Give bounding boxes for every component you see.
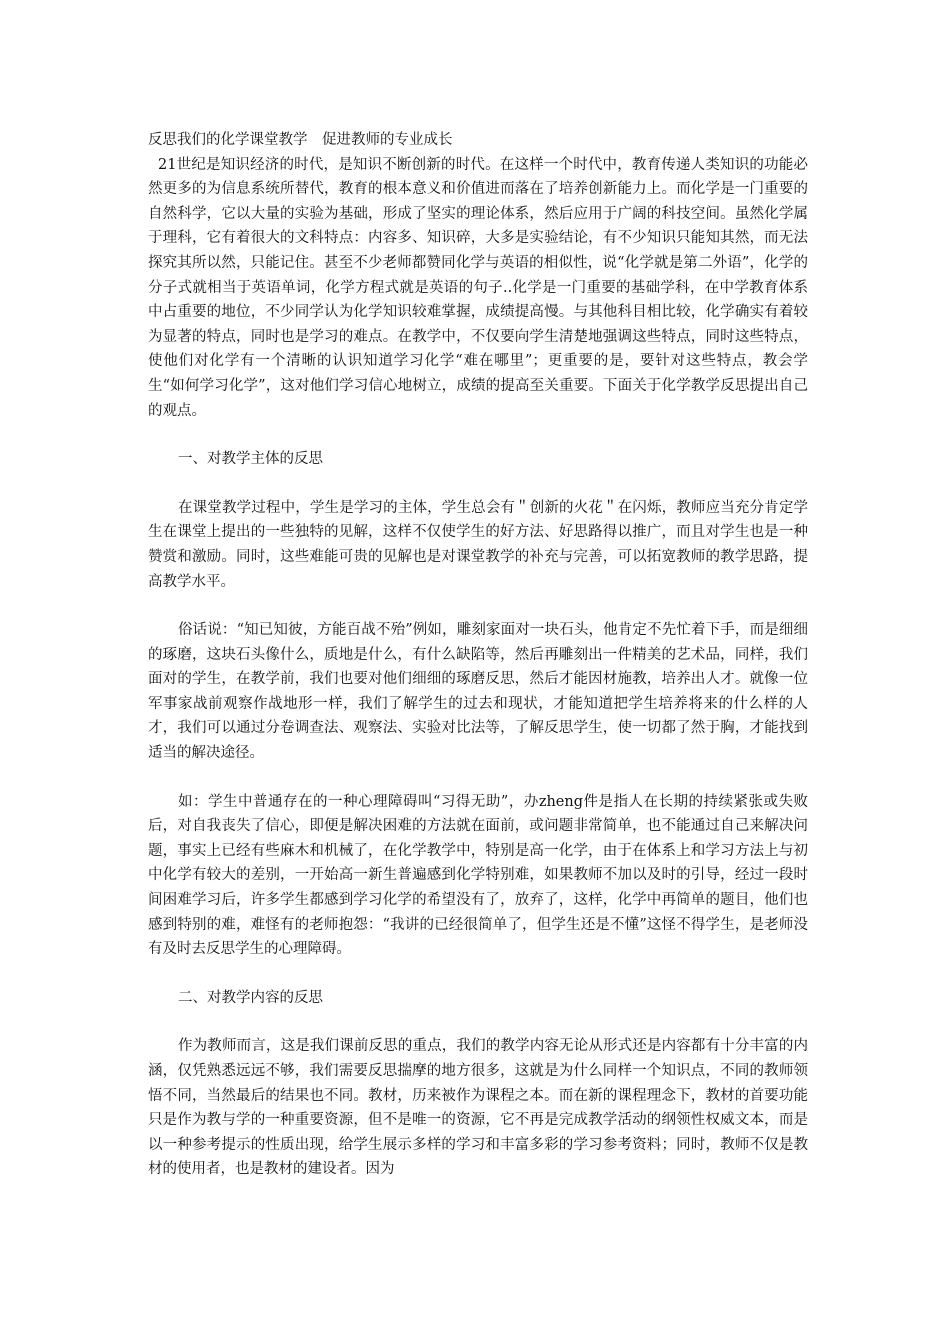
document-title: 反思我们的化学课堂教学 促进教师的专业成长 [148,132,453,148]
intro-paragraph: 21世纪是知识经济的时代，是知识不断创新的时代。在这样一个时代中，教育传递人类知识的功能必然更多的为信息系统所替代，教育的根本意义和价值进而落在了培养创新能力上。而化学是一门重要的自然科学，它以大量的实验为基础，形成了坚实的理论体系，然后应用于广阔的科技空间。虽然化学属于理科，它有着很大的文科特点：内容多、知识碎，大多是实验结论，有不少知识只能知其然，而无法探究其所以然，只能记住。甚至不少老师都赞同化学与英语的相似性，说“化学就是第二外语”，化学的分子式就相当于英语单词，化学方程式就是英语的句子..化学是一门重要的基础学科，在中学教育体系中占重要的地位，不少同学认为化学知识较难掌握，成绩提高慢。与其他科目相比较，化学确实有着较为显著的特点，同时也是学习的难点。在教学中，不仅要向学生清楚地强调这些特点，同时这些特点，使他们对化学有一个清晰的认识知道学习化学“难在哪里”；更重要的是，要针对这些特点，教会学生“如何学习化学”，这对他们学习信心地树立，成绩的提高至关重要。下面关于化学教学反思提出自己的观点。 [148,156,808,419]
document-page [148,128,808,1182]
section-heading-1: 一、对教学主体的反思 [178,451,323,468]
paragraph: 俗话说：“知已知彼，方能百战不殆”例如，雕刻家面对一块石头，他肯定不先忙着下手，而是细细的琢磨，这块石头像什么，质地是什么，有什么缺陷等，然后再雕刻出一件精美的艺术品，同样，我们面对的学生，在教学前，我们也要对他们细细的琢磨反思，然后才能因材施教，培养出人才。就像一位军事家战前观察作战地形一样，我们了解学生的过去和现状，才能知道把学生培养将来的什么样的人才，我们可以通过分卷调查法、观察法、实验对比法等，了解反思学生，使一切都了然于胸，才能找到适当的解决途径。 [148,622,808,762]
paragraph: 在课堂教学过程中，学生是学习的主体，学生总会有＂创新的火花＂在闪烁，教师应当充分肯定学生在课堂上提出的一些独特的见解，这样不仅使学生的好方法、好思路得以推广，而且对学生也是一种赞赏和激励。同时，这些难能可贵的见解也是对课堂教学的补充与完善，可以拓宽教师的教学思路，提高教学水平。 [148,499,808,590]
paragraph: 作为教师而言，这是我们课前反思的重点，我们的教学内容无论从形式还是内容都有十分丰富的内涵，仅凭熟悉远远不够，我们需要反思揣摩的地方很多，这就是为什么同样一个知识点，不同的教师领悟不同，当然最后的结果也不同。教材，历来被作为课程之本。而在新的课程理念下，教材的首要功能只是作为教与学的一种重要资源，但不是唯一的资源，它不再是完成教学活动的纲领性权威文本，而是以一种参考提示的性质出现，给学生展示多样的学习和丰富多彩的学习参考资料；同时，教师不仅是教材的使用者，也是教材的建设者。因为 [148,1038,808,1178]
section-heading-2: 二、对教学内容的反思 [178,989,323,1006]
paragraph: 如：学生中普通存在的一种心理障碍叫“习得无助”，办zheng件是指人在长期的持续紧张或失败后，对自我丧失了信心，即便是解决困难的方法就在面前，或问题非常简单，也不能通过自己来解决问题，事实上已经有些麻木和机械了，在化学教学中，特别是高一化学，由于在体系上和学习方法上与初中化学有较大的差别，一开始高一新生普遍感到化学特别难，如果教师不加以及时的引导，经过一段时间困难学习后，许多学生都感到学习化学的希望没有了，放弃了，这样，化学中再简单的题目，他们也感到特别的难，难怪有的老师抱怨：“我讲的已经很简单了，但学生还是不懂”这怪不得学生，是老师没有及时去反思学生的心理障碍。 [148,793,808,958]
